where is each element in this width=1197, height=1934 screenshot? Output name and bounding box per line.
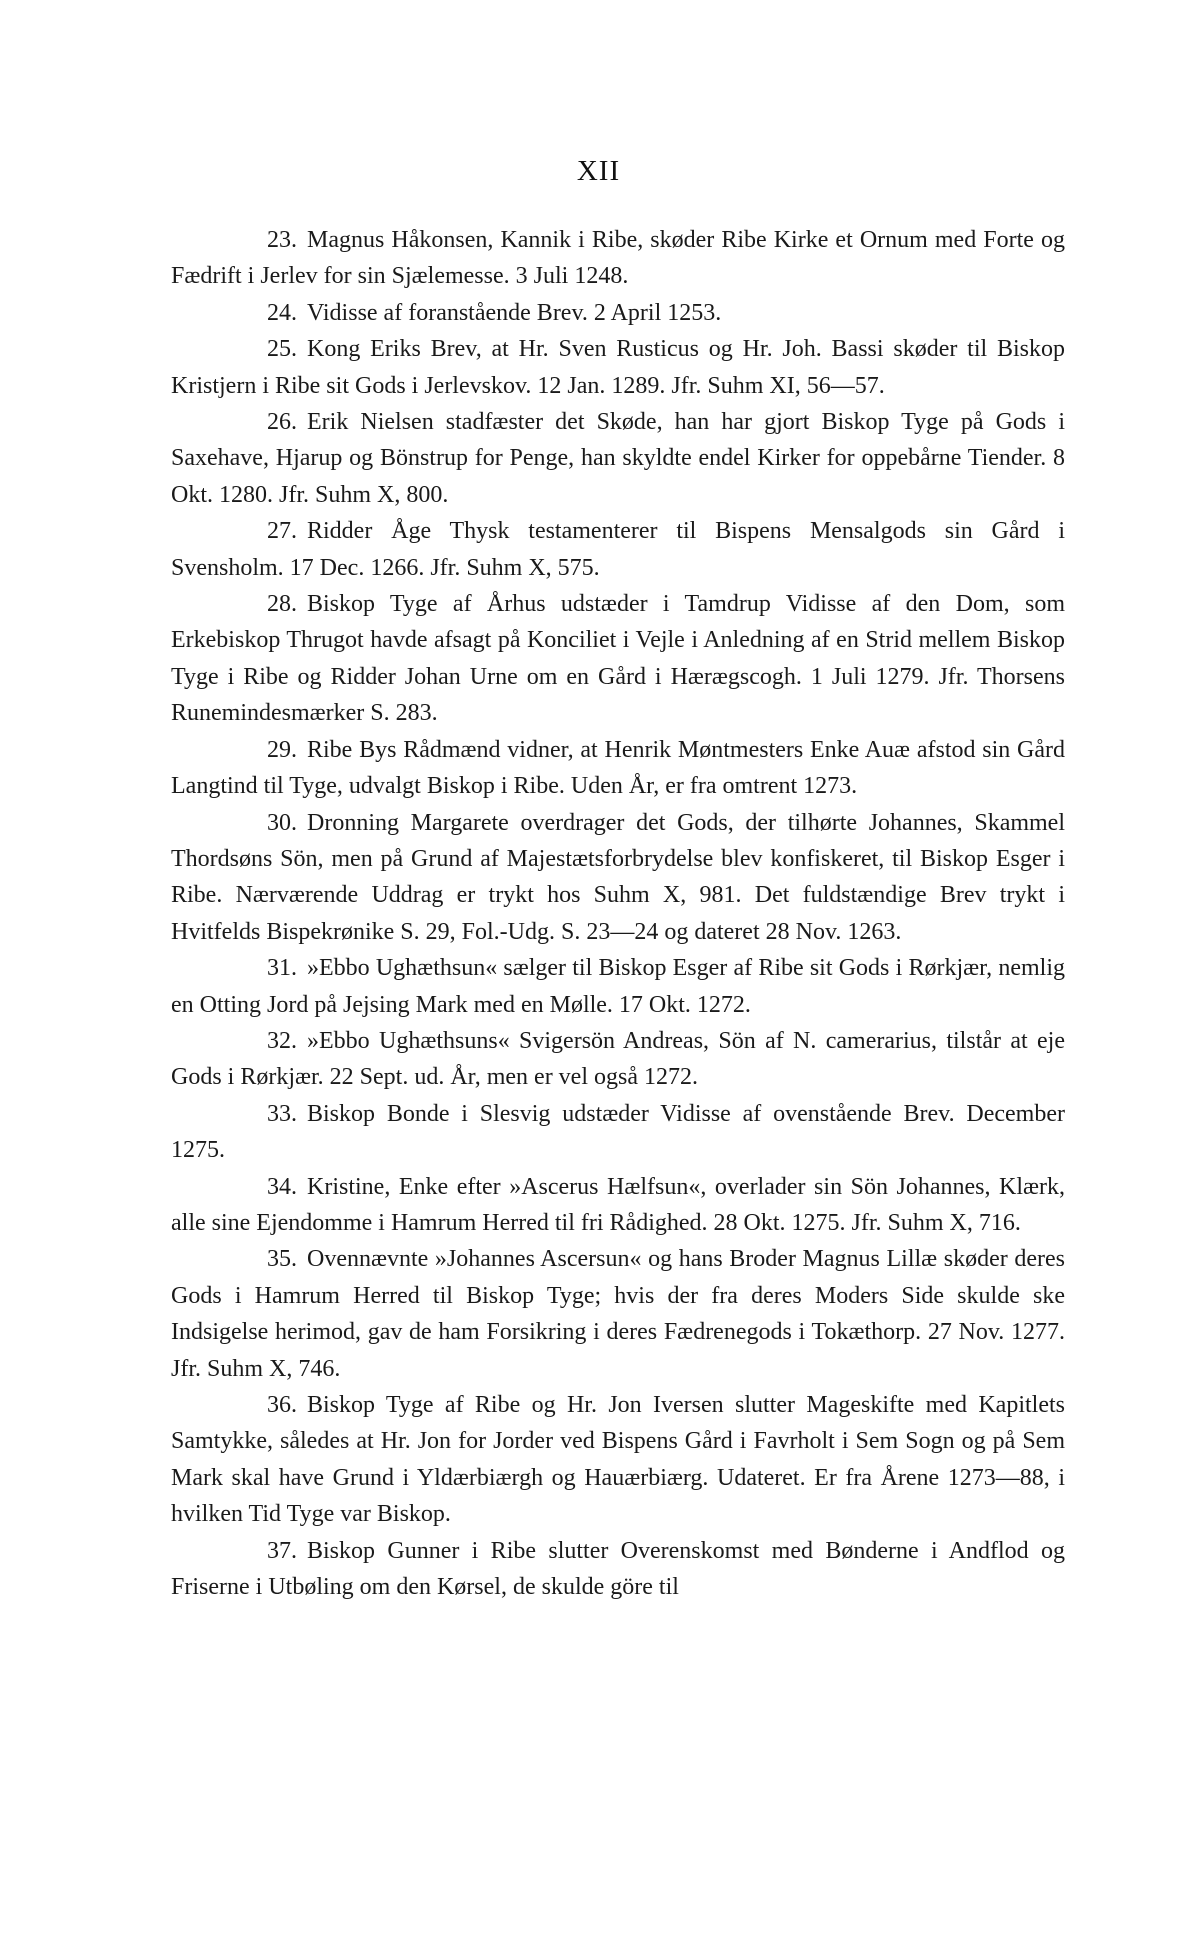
entry — [171, 1533, 1065, 1606]
entry — [171, 1241, 1065, 1387]
entry — [171, 732, 1065, 805]
entry-number: 30. — [267, 809, 297, 836]
entry-number: 28. — [267, 591, 297, 618]
entry-text: Kristine, Enke efter »Ascerus Hælfsun«, overlader sin Sön Johannes, Klærk, alle sine Ejendomme i Hamrum Herred til fri Rådighed. 28 Okt. 1275. Jfr. Suhm X, 716. — [171, 1173, 1065, 1236]
entry-number: 24. — [267, 299, 297, 326]
entry — [171, 331, 1065, 404]
entry-text: Vidisse af foranstående Brev. 2 April 1253. — [307, 299, 722, 326]
entry-text: Biskop Gunner i Ribe slutter Overenskomst med Bønderne i Andflod og Friserne i Utbøling om den Kørsel, de skulde göre til — [171, 1537, 1065, 1601]
entry — [171, 805, 1065, 951]
entry — [171, 513, 1065, 586]
entry-text: Kong Eriks Brev, at Hr. Sven Rusticus og Hr. Joh. Bassi skøder til Biskop Kristjern i Ribe sit Gods i Jerlevskov. 12 Jan. 1289. Jfr. Suhm XI, 56—57. — [171, 336, 1065, 399]
entry-number: 35. — [267, 1246, 297, 1273]
entry — [171, 1023, 1065, 1096]
entry-number: 23. — [267, 227, 297, 253]
entry-number: 34. — [267, 1173, 297, 1200]
entry-number: 37. — [267, 1537, 297, 1564]
entry-text: Erik Nielsen stadfæster det Skøde, han har gjort Biskop Tyge på Gods i Saxehave, Hjarup og Bönstrup for Penge, han skyldte endel Kirker for oppebårne Tiender. 8 Okt. 1280. Jfr. Suhm X, 800. — [171, 409, 1065, 508]
entry — [171, 1096, 1065, 1169]
entry-text: Magnus Håkonsen, Kannik i Ribe, skøder Ribe Kirke et Ornum med Forte og Fædrift i Jerlev for sin Sjælemesse. 3 Juli 1248. — [171, 227, 1065, 290]
entry — [171, 1387, 1065, 1533]
entries-list — [171, 222, 1065, 1605]
entry — [171, 295, 1065, 331]
entry — [171, 586, 1065, 732]
entry-text: Biskop Tyge af Århus udstæder i Tamdrup Vidisse af den Dom, som Erkebiskop Thrugot havde afsagt på Konciliet i Vejle i Anledning af en Strid mellem Biskop Tyge i Ribe og Ridder Johan Urne om en Gård i Hærægscogh. 1 Juli 1279. Jfr. Thorsens Runemindesmærker S. 283. — [171, 591, 1065, 727]
entry-number: 29. — [267, 736, 297, 763]
entry-text: »Ebbo Ughæthsuns« Svigersön Andreas, Sön af N. camerarius, tilstår at eje Gods i Rørkjær. 22 Sept. ud. År, men er vel også 1272. — [171, 1027, 1065, 1091]
entry-text: Dronning Margarete overdrager det Gods, der tilhørte Johannes, Skammel Thordsøns Sön, men på Grund af Majestætsforbrydelse blev konfiskeret, til Biskop Esger i Ribe. Nærværende Uddrag er trykt hos Suhm X, 981. Det fuldstændige Brev trykt i Hvitfelds Bispekrønike S. 29, Fol.-Udg. S. 23—24 og dateret 28 Nov. 1263. — [171, 809, 1065, 945]
entry-number: 31. — [267, 955, 297, 982]
entry — [171, 222, 1065, 295]
entry-text: Ribe Bys Rådmænd vidner, at Henrik Møntmesters Enke Auæ afstod sin Gård Langtind til Tyge, udvalgt Biskop i Ribe. Uden År, er fra omtrent 1273. — [171, 736, 1065, 800]
entry-number: 27. — [267, 518, 297, 545]
entry-number: 25. — [267, 336, 297, 363]
page-number: XII — [576, 155, 621, 187]
entry-text: Biskop Tyge af Ribe og Hr. Jon Iversen slutter Mageskifte med Kapitlets Samtykke, således at Hr. Jon for Jorder ved Bispens Gård i Favrholt i Sem Sogn og på Sem Mark skal have Grund i Yldærbiærgh og Hauærbiærg. Udateret. Er fra Årene 1273—88, i hvilken Tid Tyge var Biskop. — [171, 1392, 1065, 1528]
entry-number: 36. — [267, 1392, 297, 1418]
entry — [171, 950, 1065, 1023]
entry-text: Ovennævnte »Johannes Ascersun« og hans Broder Magnus Lillæ skøder deres Gods i Hamrum Herred til Biskop Tyge; hvis der fra deres Moders Side skulde ske Indsigelse herimod, gav de ham Forsikring i deres Fædrenegods i Tokæthorp. 27 Nov. 1277. Jfr. Suhm X, 746. — [171, 1246, 1065, 1382]
entry-text: Biskop Bonde i Slesvig udstæder Vidisse af ovenstående Brev. December 1275. — [171, 1100, 1065, 1164]
entry-text: Ridder Åge Thysk testamenterer til Bispens Mensalgods sin Gård i Svensholm. 17 Dec. 1266. Jfr. Suhm X, 575. — [171, 518, 1065, 581]
entry-number: 32. — [267, 1027, 297, 1054]
entry-text: »Ebbo Ughæthsun« sælger til Biskop Esger af Ribe sit Gods i Rørkjær, nemlig en Otting Jord på Jejsing Mark med en Mølle. 17 Okt. 1272. — [171, 955, 1065, 1018]
entry-number: 26. — [267, 409, 297, 436]
entry — [171, 1169, 1065, 1242]
entry — [171, 404, 1065, 513]
entry-number: 33. — [267, 1100, 297, 1127]
